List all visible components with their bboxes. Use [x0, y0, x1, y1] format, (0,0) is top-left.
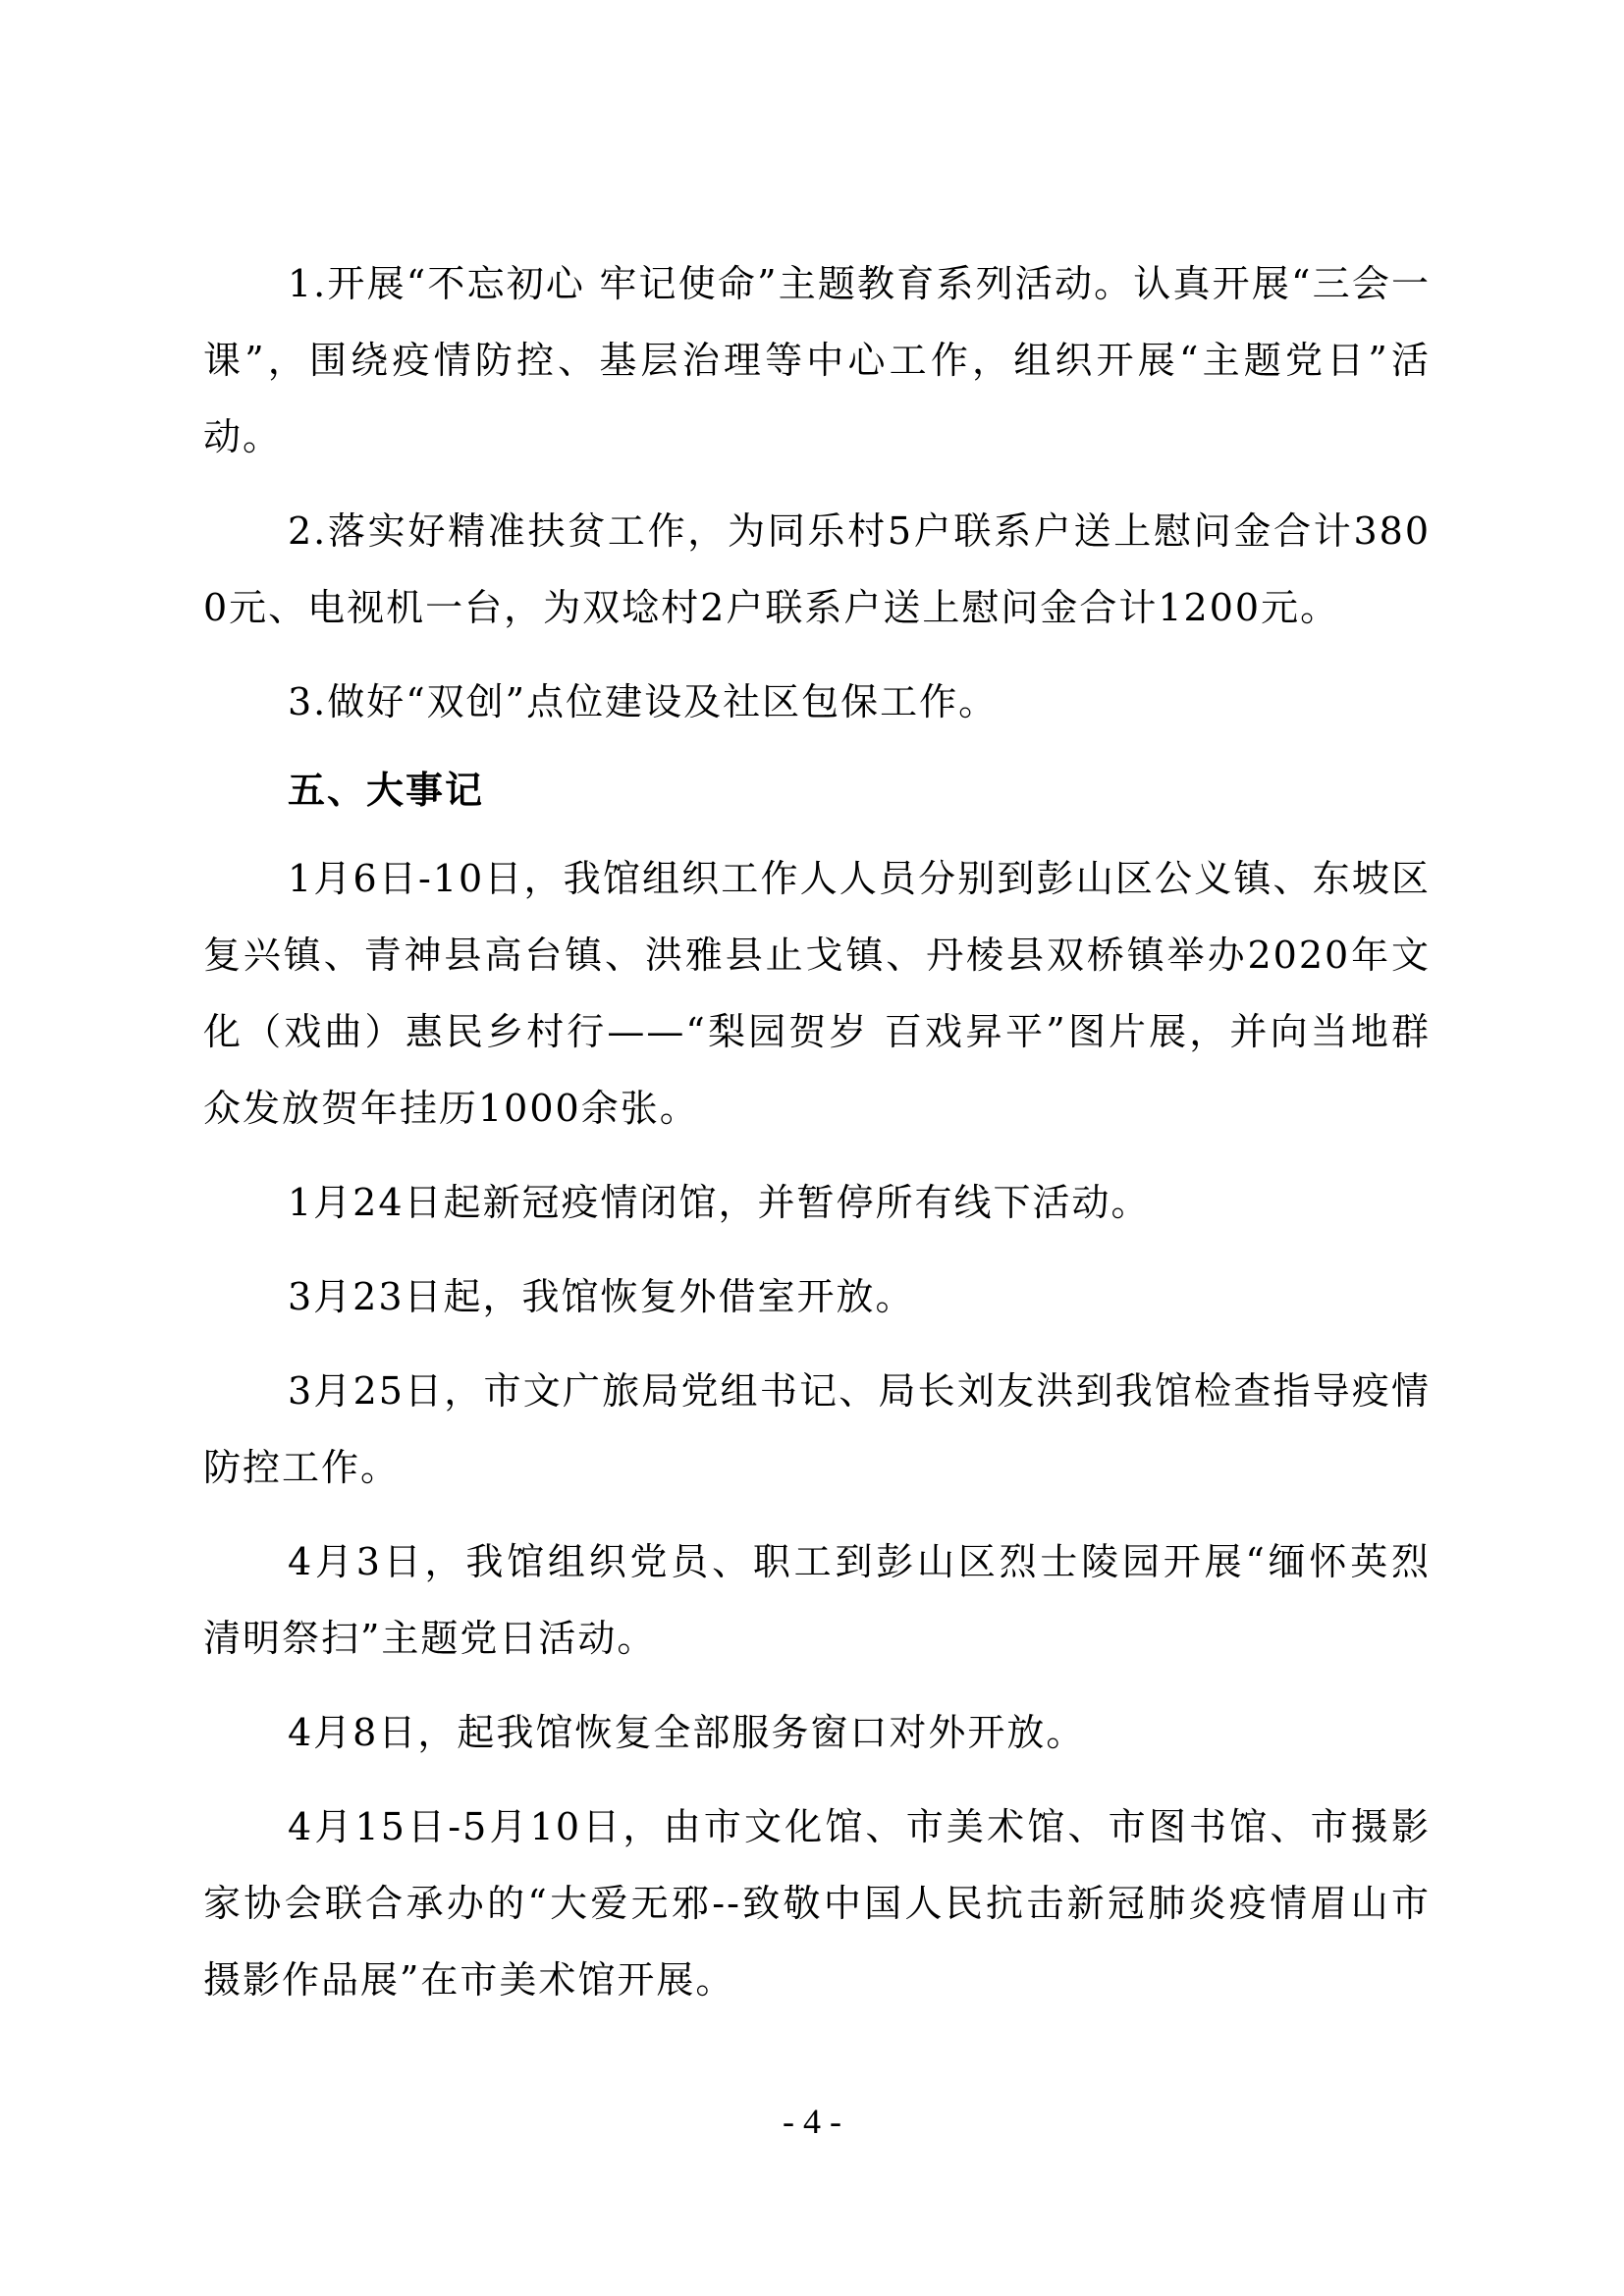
item-dual-creation: 3.做好“双创”点位建设及社区包保工作。	[288, 680, 999, 723]
event-jan-24: 1月24日起新冠疫情闭馆，并暂停所有线下活动。	[288, 1181, 1151, 1224]
event-jan-6-10: 1月6日-10日，我馆组织工作人人员分别到彭山区公义镇、东坡区复兴镇、青神县高台镇、洪雅县止戈镇、丹棱县双桥镇举办2020年文化（戏曲）惠民乡村行——“梨园贺岁 百戏昇平”图片展，并向当地群众发放贺年挂历1000余张。	[203, 857, 1431, 1130]
event-mar-25: 3月25日，市文广旅局党组书记、局长刘友洪到我馆检查指导疫情防控工作。	[203, 1369, 1431, 1489]
item-party-activities: 1.开展“不忘初心 牢记使命”主题教育系列活动。认真开展“三会一课”，围绕疫情防控、基层治理等中心工作，组织开展“主题党日”活动。	[203, 262, 1431, 458]
section-heading-major-events: 五、大事记	[288, 769, 485, 812]
event-apr-8: 4月8日，起我馆恢复全部服务窗口对外开放。	[288, 1711, 1086, 1754]
item-poverty-alleviation: 2.落实好精准扶贫工作，为同乐村5户联系户送上慰问金合计3800元、电视机一台，为双埝村2户联系户送上慰问金合计1200元。	[203, 509, 1431, 629]
page-number: - 4 -	[783, 2102, 841, 2141]
event-apr-3: 4月3日，我馆组织党员、职工到彭山区烈士陵园开展“缅怀英烈 清明祭扫”主题党日活动。	[203, 1540, 1431, 1660]
document-body	[203, 245, 1431, 2036]
event-apr-15-may-10: 4月15日-5月10日，由市文化馆、市美术馆、市图书馆、市摄影家协会联合承办的“大爱无邪--致敬中国人民抗击新冠肺炎疫情眉山市摄影作品展”在市美术馆开展。	[203, 1805, 1431, 2002]
event-mar-23: 3月23日起，我馆恢复外借室开放。	[288, 1275, 915, 1318]
